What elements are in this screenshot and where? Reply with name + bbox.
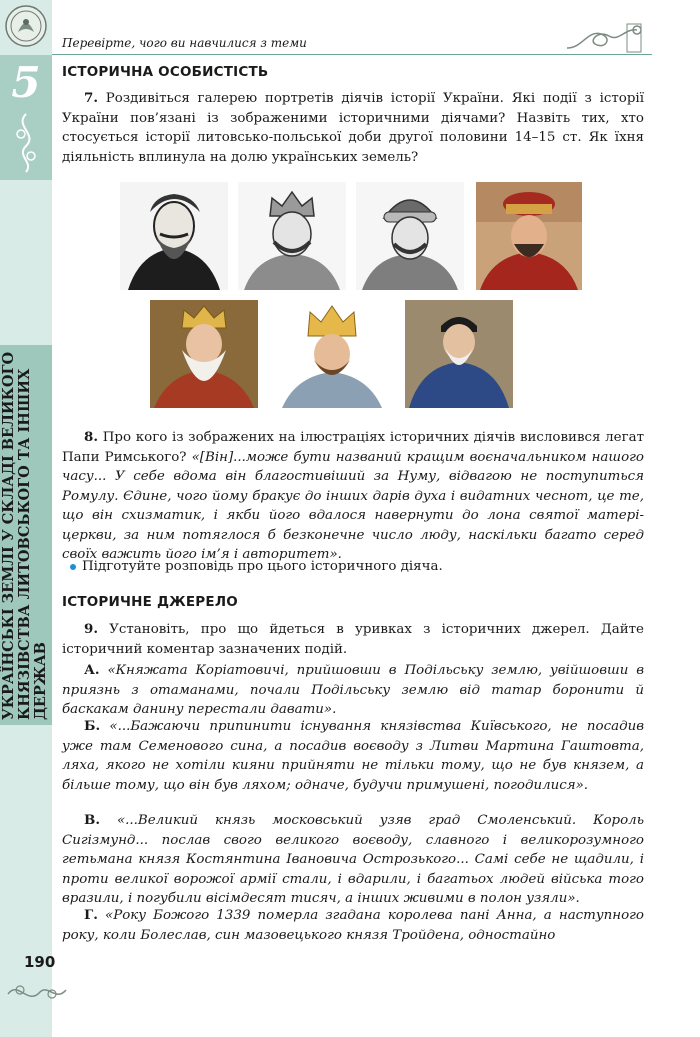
task-8-text: Про кого із зображених на ілюстраціях історичних діячів висловився легат Папи Римського? — [62, 430, 644, 465]
portrait-5 — [150, 300, 258, 408]
section-heading-historic-person: ІСТОРИЧНА ОСОБИСТІСТЬ — [62, 64, 269, 80]
task-9-number: 9. — [84, 621, 98, 637]
header-ornament-icon — [565, 22, 645, 54]
source-text-b: «...Бажаючи припинити існування князівства Київського, не посадив уже там Семенового сина, а посадив воєводу з Литви Мартина Гаштовта, ляха, якого не хотіли кияни прийняти не тільки тому, що не був князем, а більше тому, що він був ляхом; одначе, будучи примушені, погодилися». — [62, 719, 644, 793]
bullet-dot-icon — [70, 564, 76, 570]
source-item-b — [62, 717, 644, 795]
task-7-text: Роздивіться галерею портретів діячів історії України. Які події з історії України пов’язані із зображеними історичними діячами? Назвіть тих, хто стосується історії литовсько-польської доби другої половини 14–15 ст. Як їхня діяльність вплинула на долю українських земель? — [62, 91, 644, 165]
task-9 — [62, 620, 644, 659]
task-9-text: Установіть, про що йдеться в уривках з історичних джерел. Дайте історичний коментар зазначених подій. — [62, 622, 644, 657]
portrait-turban-noble-icon — [476, 182, 582, 290]
task-8-number: 8. — [84, 429, 98, 445]
source-text-d: «Року Божого 1339 померла згадана королева пані Анна, а наступного року, коли Болеслав, син мазовецького князя Тройдена, одностайно — [62, 908, 644, 943]
bullet-task — [62, 557, 644, 577]
portrait-1 — [120, 182, 228, 290]
source-text-a: «Княжата Коріатовичі, прийшовши в Подільську землю, увійшовши в приязнь з отаманами, почали Подільську землю від татар боронити й баскакам данину перестали давати». — [62, 663, 644, 717]
portrait-2 — [238, 182, 346, 290]
task-8 — [62, 428, 644, 565]
section-heading-historic-source: ІСТОРИЧНЕ ДЖЕРЕЛО — [62, 594, 238, 610]
emblem-icon — [4, 4, 48, 48]
source-text-c: «...Великий князь московський узяв град Смоленський. Король Сигізмунд... послав свого великого воєводу, славного і великорозумного гетьмана князя Костянтина Івановича Острозького... Самі себе не щадили, і проти великої ворожої армії стали, і вдарили, і багатьох людей війська того вразили, і погубили вісімдесят тисяч, а інших живими в полон узяли». — [62, 813, 644, 906]
portrait-crowned-prince-icon — [238, 182, 346, 290]
portrait-young-king-icon — [278, 300, 386, 408]
task-7-number: 7. — [84, 90, 98, 106]
source-letter-a: А. — [84, 662, 100, 678]
portrait-old-king-icon — [150, 300, 258, 408]
portrait-hetman-blue-coat-icon — [405, 300, 513, 408]
portrait-7 — [405, 300, 513, 408]
running-header: Перевірте, чого ви навчилися з теми — [62, 36, 307, 50]
ornament-curl-icon — [10, 112, 42, 174]
portrait-bearded-man-icon — [120, 182, 228, 290]
source-letter-d: Г. — [84, 907, 98, 923]
chapter-number: 5 — [11, 58, 41, 107]
task-7 — [62, 89, 644, 167]
chapter-side-title: УКРАЇНСЬКІ ЗЕМЛІ У СКЛАДІ ВЕЛИКОГО КНЯЗІВСТВА ЛИТОВСЬКОГО ТА ІНШИХ ДЕРЖАВ — [0, 351, 49, 720]
header-rule — [52, 54, 652, 55]
source-letter-c: В. — [84, 812, 100, 828]
source-item-c — [62, 811, 644, 909]
portrait-4 — [476, 182, 582, 290]
task-8-quote: «[Він]...може бути названий кращим воєначальником нашого часу... У себе вдома він благостивіший за Нуму, відвагою не поступиться Ромулу. Єдине, чого йому бракує до інших дарів духа і видатних чеснот, це те, що він схизматик, і якби його вдалося навернути до лона святої матері-церкви, за ним потяглося б безконечне число люду, наскільки багато серед своїх важить його ім’я і авторитет». — [62, 449, 644, 562]
source-letter-b: Б. — [84, 718, 101, 734]
footer-ornament-icon — [6, 978, 76, 1008]
source-item-d — [62, 906, 644, 945]
portrait-prince-fur-hat-icon — [356, 182, 464, 290]
bullet-text: Підготуйте розповідь про цього історичного діяча. — [82, 559, 443, 574]
page-number: 190 — [24, 953, 56, 971]
source-item-a — [62, 661, 644, 720]
portrait-6 — [278, 300, 386, 408]
portrait-3 — [356, 182, 464, 290]
